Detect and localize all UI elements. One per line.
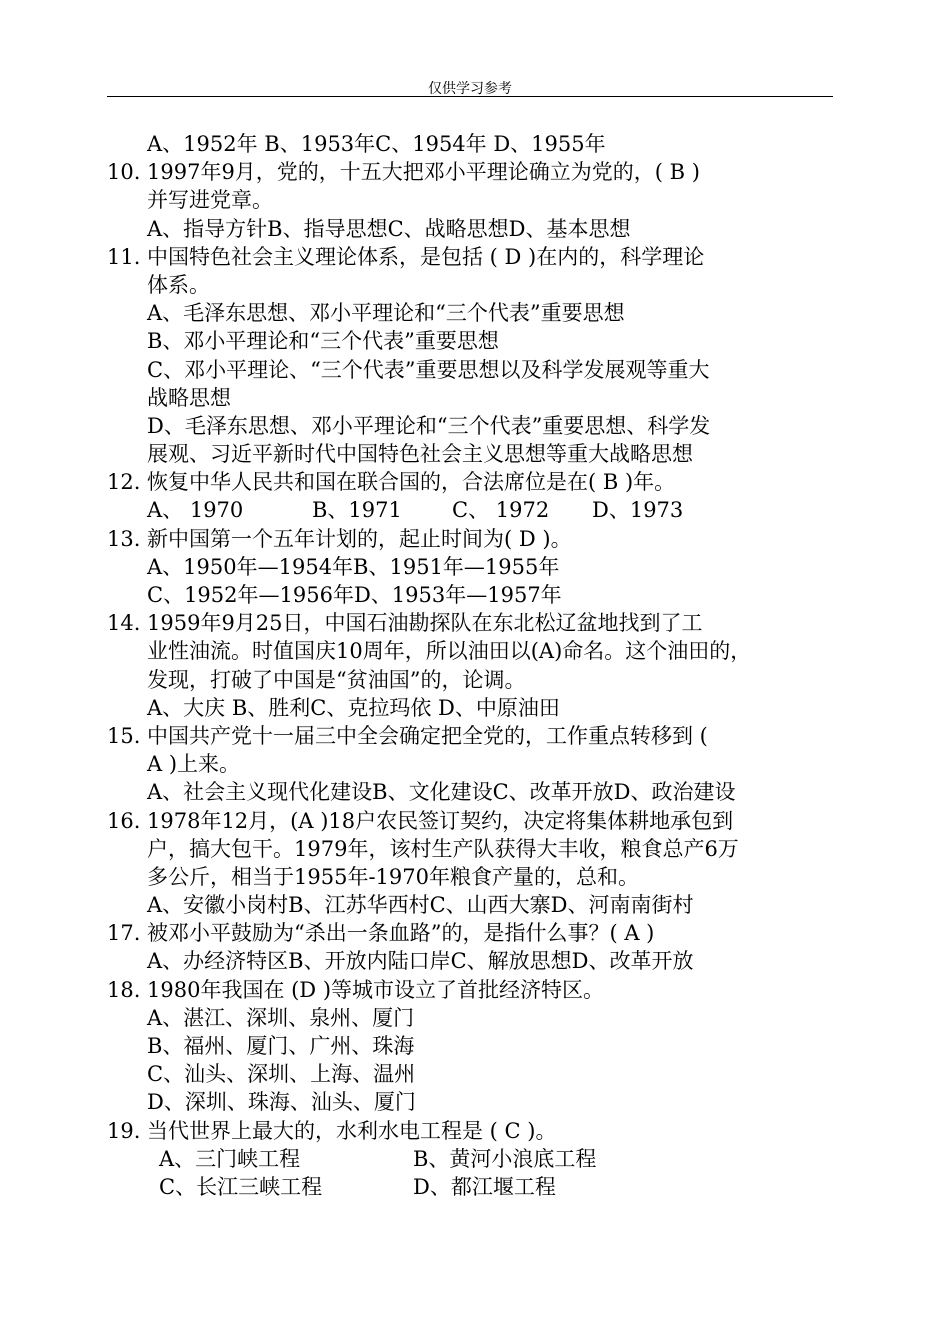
option-text: C、汕头、深圳、上海、温州	[147, 1062, 416, 1087]
question-number: 18.	[107, 977, 141, 1002]
option-text: B、福州、厦门、广州、珠海	[147, 1034, 415, 1058]
option-b: B、1971	[312, 498, 402, 523]
question-line	[107, 807, 833, 835]
question-line	[107, 835, 833, 863]
option-line	[107, 1004, 833, 1032]
option-text: B、邓小平理论和“三个代表”重要思想	[147, 329, 499, 354]
question-text: 体系。	[147, 272, 210, 297]
option-a: A、三门峡工程	[159, 1146, 301, 1171]
option-text: A、大庆 B、胜利C、克拉玛依 D、中原油田	[147, 695, 560, 720]
question-list	[107, 130, 833, 1201]
option-text: D、深圳、珠海、汕头、厦门	[147, 1090, 416, 1115]
question-number: 11.	[107, 244, 141, 269]
question-line	[107, 637, 833, 665]
option-line	[107, 1145, 833, 1173]
option-text: D、毛泽东思想、邓小平理论和“三个代表”重要思想、科学发	[147, 413, 711, 438]
option-line	[107, 1032, 833, 1060]
option-a: A、 1970	[147, 498, 244, 523]
option-c: C、 1972	[452, 498, 550, 523]
option-line	[107, 1088, 833, 1116]
option-text: A、安徽小岗村B、江苏华西村C、山西大寨D、河南南街村	[147, 893, 694, 918]
question-line	[107, 243, 833, 271]
option-line	[107, 694, 833, 722]
question-line	[107, 186, 833, 214]
option-text: C、邓小平理论、“三个代表”重要思想以及科学发展观等重大	[147, 357, 710, 382]
question-text: 1978年12月，(A )18户农民签订契约，决定将集体耕地承包到	[147, 808, 734, 833]
question-line	[107, 919, 833, 947]
question-line	[107, 525, 833, 553]
option-line	[107, 384, 833, 412]
option-text: C、1952年—1956年D、1953年—1957年	[147, 583, 562, 607]
question-number: 19.	[107, 1118, 141, 1143]
option-text: A、1952年 B、1953年C、1954年 D、1955年	[147, 132, 606, 156]
option-text: A、社会主义现代化建设B、文化建设C、改革开放D、政治建设	[147, 780, 736, 805]
option-c: C、长江三峡工程	[159, 1174, 323, 1199]
question-number: 17.	[107, 921, 141, 946]
question-text: 恢复中华人民共和国在联合国的，合法席位是在( B )年。	[147, 470, 676, 495]
question-text: 中国共产党十一届三中全会确定把全党的，工作重点转移到 (	[147, 723, 708, 748]
question-line	[107, 666, 833, 694]
question-text: 发现，打破了中国是“贫油国”的，论调。	[147, 667, 526, 692]
option-text: A、毛泽东思想、邓小平理论和“三个代表”重要思想	[147, 301, 625, 326]
option-line	[107, 496, 833, 524]
option-line	[107, 891, 833, 919]
option-d: D、1973	[592, 498, 684, 523]
option-text: A、办经济特区B、开放内陆口岸C、解放思想D、改革开放	[147, 949, 694, 974]
header-divider	[107, 96, 833, 97]
question-text: A )上来。	[147, 752, 241, 777]
question-text: 被邓小平鼓励为“杀出一条血路”的，是指什么事？( A )	[147, 921, 655, 946]
option-line	[107, 1173, 833, 1201]
question-text: 1980年我国在 (D )等城市设立了首批经济特区。	[147, 977, 605, 1002]
option-line	[107, 553, 833, 581]
question-line	[107, 271, 833, 299]
option-text: A、湛江、深圳、泉州、厦门	[147, 1005, 415, 1030]
question-number: 15.	[107, 723, 141, 748]
option-line	[107, 412, 833, 440]
question-number: 13.	[107, 526, 141, 551]
option-line	[107, 130, 833, 158]
question-text: 中国特色社会主义理论体系，是包括 ( D )在内的，科学理论	[147, 244, 705, 269]
option-line	[107, 440, 833, 468]
question-text: 并写进党章。	[147, 188, 273, 213]
question-text: 业性油流。时值国庆10周年，所以油田以(A)命名。这个油田的，	[147, 639, 752, 664]
question-line	[107, 1117, 833, 1145]
option-b: B、黄河小浪底工程	[413, 1146, 597, 1171]
option-line	[107, 327, 833, 355]
question-line	[107, 976, 833, 1004]
question-line	[107, 722, 833, 750]
page-header: 仅供学习参考	[428, 81, 512, 97]
question-text: 新中国第一个五年计划的，起止时间为( D )。	[147, 526, 572, 551]
option-line	[107, 299, 833, 327]
option-text: 展观、习近平新时代中国特色社会主义思想等重大战略思想	[147, 442, 693, 467]
option-line	[107, 215, 833, 243]
question-number: 14.	[107, 611, 141, 636]
option-line	[107, 581, 833, 609]
question-line	[107, 863, 833, 891]
option-d: D、都江堰工程	[413, 1174, 556, 1199]
question-number: 10.	[107, 160, 141, 185]
question-text: 户，搞大包干。1979年，该村生产队获得大丰收，粮食总产6万	[147, 836, 739, 861]
option-line	[107, 1060, 833, 1088]
question-line	[107, 468, 833, 496]
question-line	[107, 750, 833, 778]
question-number: 12.	[107, 470, 141, 495]
question-number: 16.	[107, 808, 141, 833]
question-text: 1997年9月，党的，十五大把邓小平理论确立为党的，( B )	[147, 160, 700, 185]
option-line	[107, 778, 833, 806]
question-text: 多公斤，相当于1955年-1970年粮食产量的，总和。	[147, 864, 639, 889]
question-line	[107, 158, 833, 186]
option-line	[107, 356, 833, 384]
question-text: 1959年9月25日，中国石油勘探队在东北松辽盆地找到了工	[147, 611, 703, 636]
option-text: A、指导方针B、指导思想C、战略思想D、基本思想	[147, 216, 631, 241]
option-text: 战略思想	[147, 385, 231, 410]
option-line	[107, 947, 833, 975]
question-text: 当代世界上最大的，水利水电工程是 ( C )。	[147, 1118, 557, 1143]
option-text: A、1950年—1954年B、1951年—1955年	[147, 554, 560, 579]
question-line	[107, 609, 833, 637]
